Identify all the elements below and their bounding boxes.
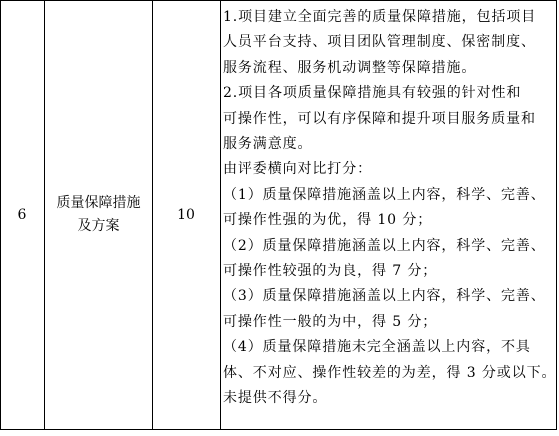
criteria-line: 服务流程、服务机动调整等保障措施。: [223, 59, 477, 76]
criteria-line: 未提供不得分。: [223, 390, 328, 407]
row-number-cell: [0, 1, 44, 429]
max-score: 10: [177, 206, 195, 223]
criteria-line: （3）质量保障措施涵盖以上内容，科学、完善、: [223, 288, 546, 305]
item-name-cell: [45, 1, 152, 429]
criteria-line: 可操作性较强的为良，得 7 分；: [223, 263, 438, 280]
item-name-line: 及方案: [77, 218, 120, 234]
criteria-line: 可操作性强的为优，得 10 分；: [223, 212, 433, 229]
criteria-cell: [223, 5, 557, 412]
criteria-line: （2）质量保障措施涵盖以上内容，科学、完善、: [223, 237, 546, 254]
criteria-line: 可操作性一般的为中，得 5 分；: [223, 313, 438, 330]
column-divider: [220, 1, 221, 429]
criteria-line: 由评委横向对比打分：: [223, 161, 372, 178]
criteria-line: （4）质量保障措施未完全涵盖以上内容，不具: [223, 339, 531, 356]
score-cell: [153, 1, 219, 429]
criteria-line: 1.项目建立全面完善的质量保障措施，包括项目: [223, 9, 537, 25]
criteria-line: 可操作性，可以有序保障和提升项目服务质量和: [223, 110, 536, 127]
criteria-line: （1）质量保障措施涵盖以上内容，科学、完善、: [223, 186, 546, 203]
row-number: 6: [17, 206, 27, 223]
criteria-line: 人员平台支持、项目团队管理制度、保密制度、: [223, 34, 536, 51]
criteria-line: 服务满意度。: [223, 136, 313, 153]
criteria-line: 2.项目各项质量保障措施具有较强的针对性和: [223, 85, 522, 102]
item-name-line: 质量保障措施: [56, 195, 141, 211]
criteria-line: 体、不对应、操作性较差的为差，得 3 分或以下。: [223, 364, 557, 381]
